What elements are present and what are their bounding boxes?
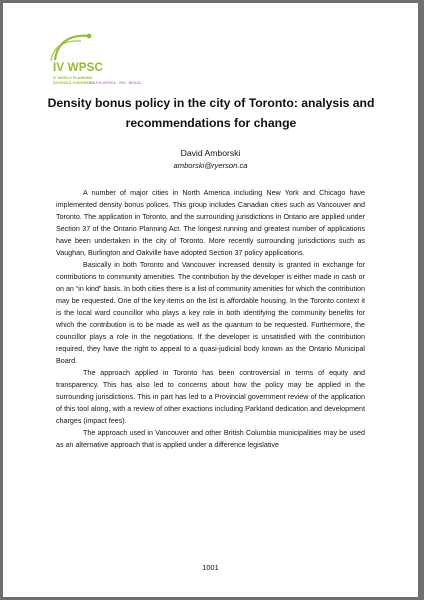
logo-subtitle-line-1: IV WORLD PLANNING — [53, 76, 93, 80]
paragraph-3: The approach applied in Toronto has been controversial in terms of equity and transparency. This has also led to concerns about how the policy may be applied in the surrounding jurisdictions. This in part has led to a Provincial government review of the application of this tool along, with a review of other exactions including Parkland dedication and development charges (impact fees). — [56, 369, 365, 426]
congress-logo — [35, 30, 165, 90]
page-number: 1001 — [202, 563, 219, 572]
paper-title: Density bonus policy in the city of Toronto: analysis and recommendations for change — [47, 96, 375, 130]
logo-subtitle-line-2: SCHOOLS CONGRESS — [53, 81, 94, 85]
logo-tagline: SOUTH AFRICA · RIO · BRAZIL — [89, 81, 142, 85]
author-email: amborski@ryerson.ca — [173, 161, 248, 170]
logo-wordmark: IV WPSC — [53, 62, 103, 74]
paragraph-1: A number of major cities in North America including New York and Chicago have implemented density bonus polices. This group includes Canadian cities such as Vancouver and Toronto. The application in Toronto, and the surrounding jurisdictions in Ontario are applied under Section 37 of the Ontario Planning Act. The longest running and greatest number of applications have been undertaken in the city of Toronto. More recently surrounding jurisdictions such as Vaughan, Burlington and Oakville have adopted Section 37 policy applications. — [56, 189, 365, 258]
author-name: David Amborski — [180, 148, 241, 158]
document-page — [3, 3, 418, 597]
globe-arc-icon — [37, 30, 97, 64]
paper-body — [56, 187, 365, 451]
paragraph-2: Basically in both Toronto and Vancouver increased density is granted in exchange for contributions to community amenities. The contribution by the developer is either made in cash or on an “in kind” basis. In both cities there is a list of community amenities for which the contribution may be requested. One of the key items on the list is affordable housing. In the Toronto context it is the local ward councillor who plays a key role in both identifying the community benefits for which the contribution is to be made as well as the quantum to be requested. Furthermore, the councillor plays a role in the negotiations. If the developer is unsatisfied with the contribution required, they have the right to appeal to a quasi-judicial body known as the Ontario Municipal Board. — [56, 261, 365, 366]
paragraph-4: The approach used in Vancouver and other British Columbia municipalities may be used as an alternative approach that is applied under a difference legislative — [56, 429, 365, 450]
